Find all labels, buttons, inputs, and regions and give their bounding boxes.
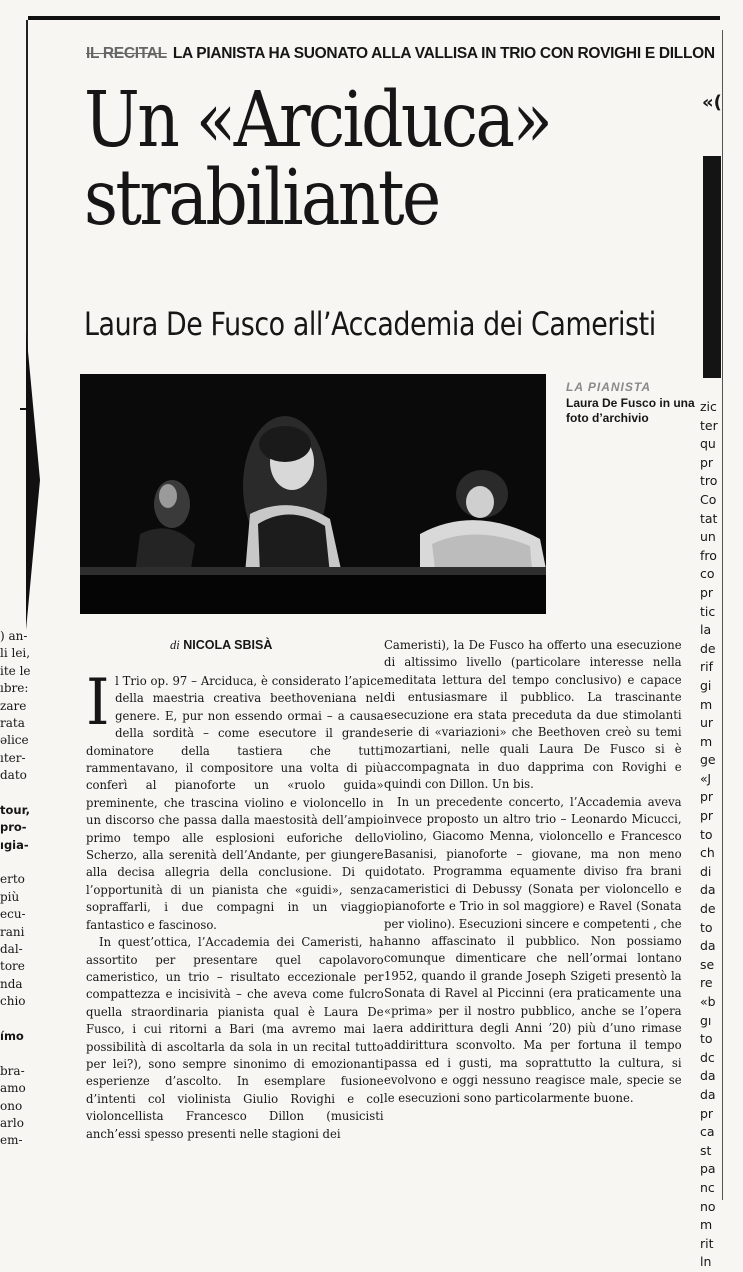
left-fragment-line: ıter-	[0, 750, 26, 765]
caption-label: LA PIANISTA	[566, 380, 651, 394]
right-fragment-line: pr	[700, 454, 714, 470]
headline-line-1: Un «Arciduca»	[84, 76, 551, 165]
drop-cap: I	[86, 666, 110, 740]
right-fragment-line: tro	[700, 473, 718, 489]
right-fragment-line: rif	[700, 659, 714, 675]
right-fragment-line: to	[700, 826, 713, 842]
adjacent-article-quote: «(	[702, 92, 722, 113]
byline-author: NICOLA SBISÀ	[183, 638, 273, 652]
left-fragment-line: più	[0, 889, 20, 904]
right-fragment-line: pr	[700, 789, 714, 805]
article-paragraph: In un precedente concerto, l’Accademia aveva invece proposto un altro trio – Leonardo Micucci, violino, Giacomo Menna, violoncello e Francesco Basanisi, pianoforte – giovane, ma non meno dotato. Programma equamente diviso fra brani cameristici di Debussy (Sonata per violoncello e pianoforte e Trio in sol maggiore) e Ravel (Sonata per violino). Esecuzioni sincere e competenti , che hanno affascinato il pubblico. Non possiamo comunque dimenticare che nell’ormai lontano 1952, quando il grande Joseph Szigeti presentò la Sonata di Ravel al Piccinni (era praticamente una «prima» per il nostro pubblico, anche se l’opera era addirittura degli Anni ’20) più d’uno rimase addirittura sconvolto. Ma per fortuna il tempo passa ed i gusti, ma soprattutto la cultura, si evolvono e oggi nessuno reagisce male, specie se le esecuzioni sono particolarmente buone.	[384, 793, 682, 1105]
article-paragraph: Cameristi), la De Fusco ha offerto una esecuzione di altissimo livello (particolare interesse nella meditata lettura del tempo conclusivo) e capace di entusiasmare il pubblico. La trascinante esecuzione era stata preceduta da due stimolanti serie di «variazioni» che Beethoven creò su temi mozartiani, nelle quali Laura De Fusco si è accompagnata in duo dapprima con Rovighi e quindi con Dillon. Un bis.	[384, 637, 682, 792]
left-fragment-line: zare	[0, 698, 27, 713]
right-fragment-line: gi	[700, 677, 712, 693]
right-fragment-line: se	[700, 956, 715, 972]
right-fragment-line: «b	[700, 994, 716, 1009]
right-fragment-line: m	[700, 733, 713, 749]
headline	[84, 76, 574, 243]
left-fragment-line: dato	[0, 768, 27, 783]
left-fragment-line: arlo	[0, 1115, 24, 1130]
left-fragment-line: tour,	[0, 802, 30, 817]
left-fragment-line	[0, 1011, 62, 1028]
left-fragment-line	[0, 854, 62, 871]
right-fragment-line: co	[700, 566, 715, 582]
right-fragment-line: tat	[700, 510, 718, 526]
left-fragment-line: rani	[0, 924, 25, 939]
left-fragment-line: əlice	[0, 733, 29, 748]
right-fragment-line: fro	[700, 547, 717, 563]
subheadline: Laura De Fusco all’Accademia dei Cameristi	[84, 305, 656, 343]
photo-three-musicians-icon	[80, 374, 546, 614]
right-fragment-line: nc	[700, 1179, 715, 1195]
kicker-text: LA PIANISTA HA SUONATO ALLA VALLISA IN TRIO CON ROVIGHI E DILLON	[172, 45, 715, 62]
right-fragment-line: gı	[700, 1012, 712, 1028]
right-fragment-line: ur	[700, 715, 714, 731]
right-fragment-line: qu	[700, 436, 716, 452]
right-fragment-line: de	[700, 901, 716, 917]
right-fragment-line: un	[700, 529, 716, 545]
left-fragment-line	[0, 1045, 62, 1062]
left-fragment-line: dal-	[0, 942, 23, 957]
right-fragment-line: rit	[700, 1235, 714, 1251]
left-fragment-line: pro-	[0, 820, 27, 835]
right-fragment-line: m	[700, 696, 713, 712]
photo-caption	[566, 380, 716, 427]
right-fragment-line: da	[700, 938, 716, 954]
right-fragment-line: da	[700, 1086, 716, 1102]
adjacent-article-photo	[703, 156, 721, 378]
article-photo	[80, 374, 546, 614]
right-fragment-line: ln	[700, 1254, 712, 1270]
right-fragment-line: dc	[700, 1049, 715, 1065]
right-fragment-line: st	[700, 1142, 712, 1158]
right-fragment-line: la	[700, 622, 712, 638]
right-fragment-line: pr	[700, 808, 714, 824]
adjacent-article-right	[700, 398, 743, 1272]
byline-prefix: di	[170, 638, 180, 652]
right-fragment-line: tic	[700, 603, 716, 619]
right-fragment-line: pr	[700, 584, 714, 600]
left-fragment-line: ímo	[0, 1028, 24, 1043]
left-fragment-line: erto	[0, 872, 25, 887]
right-fragment-line: pa	[700, 1161, 716, 1177]
right-fragment-line: de	[700, 640, 716, 656]
top-rule	[28, 16, 720, 20]
right-fragment-line: ch	[700, 845, 715, 861]
article-column-1	[86, 666, 384, 1142]
right-fragment-line: di	[700, 863, 712, 879]
left-fragment-line: tore	[0, 959, 25, 974]
right-fragment-line: ter	[700, 417, 718, 433]
left-fragment-line: em-	[0, 1133, 23, 1148]
right-fragment-line: re	[700, 975, 713, 991]
left-fragment-line: nda	[0, 976, 23, 991]
article-paragraph: In quest’ottica, l’Accademia dei Cameristi, ha assortito per presentare quel capolavoro cameristico, un trio – risultato eccezionale per compattezza e incisività – che aveva come fulcro quella straordinaria pianista qual è Laura De Fusco, i cui ritorni a Bari (ma avremo mai la possibilità di ascoltarla da sola in un recital tutto per lei?), sono sempre sinonimo di emozionanti esperienze d’ascolto. In esemplare fusione d’intenti col violinista Giulio Rovighi e col violoncellista Francesco Dillon (musicisti anch’essi spesso presenti nelle stagioni dei	[86, 934, 384, 1141]
article-column-2	[384, 636, 682, 1106]
right-fragment-line: da	[700, 882, 716, 898]
left-fragment-line: chio	[0, 994, 26, 1009]
left-fragment-line: ıgia-	[0, 837, 29, 852]
left-fragment-line: ono	[0, 1098, 23, 1113]
right-fragment-line: Co	[700, 491, 717, 507]
left-fragment-line: rata	[0, 715, 25, 730]
right-fragment-line: «J	[700, 770, 712, 786]
right-fragment-line: to	[700, 919, 713, 935]
kicker	[86, 44, 716, 64]
right-fragment-line: no	[700, 1198, 716, 1214]
adjacent-article-left	[0, 628, 62, 1150]
right-fragment-line: ca	[700, 1124, 715, 1140]
left-fragment-line: amo	[0, 1081, 26, 1096]
left-fragment-line: ecu-	[0, 907, 26, 922]
article-paragraph: l Trio op. 97 – Arciduca, è considerato l’apice della maestria creativa beethoveniana nel genere. E, pur non essendo ormai – a causa della sordità – come esecutore il grande dominatore della tastiera che tutti rammentavano, il compositore una volta di più conferì al pianoforte un «ruolo guida» preminente, che trascina violino e violoncello in un discorso che passa dalla maestosità dell’ampio primo tempo alle esplosioni euforiche dello Scherzo, alla serenità dell’Andante, per giungere alla decisa allegria della conclusione. Di qui l’opportunità di un pianista che «guidi», senza sopraffarli, i due compagni in un viaggio fantastico e fascinoso.	[86, 673, 384, 932]
adjacent-page-mark	[20, 408, 26, 410]
right-fragment-line: ge	[700, 752, 716, 768]
left-fragment-line: ) an-	[0, 629, 28, 643]
right-fragment-line: to	[700, 1031, 713, 1047]
adjacent-page-graphic	[26, 330, 40, 630]
byline	[170, 638, 390, 653]
left-fragment-line	[0, 785, 62, 802]
left-fragment-line: bra-	[0, 1063, 25, 1078]
left-fragment-line: ıbre:	[0, 681, 29, 696]
left-fragment-line: li lei,	[0, 646, 31, 661]
right-fragment-line: da	[700, 1068, 716, 1084]
headline-line-2: strabiliante	[84, 154, 439, 243]
kicker-section: IL RECITAL	[86, 45, 167, 62]
caption-text: Laura De Fusco in una foto d’archivio	[566, 395, 695, 425]
right-fragment-line: zic	[700, 399, 717, 414]
right-fragment-line: m	[700, 1217, 713, 1233]
right-fragment-line: pr	[700, 1105, 714, 1121]
left-fragment-line: ite le	[0, 663, 31, 678]
